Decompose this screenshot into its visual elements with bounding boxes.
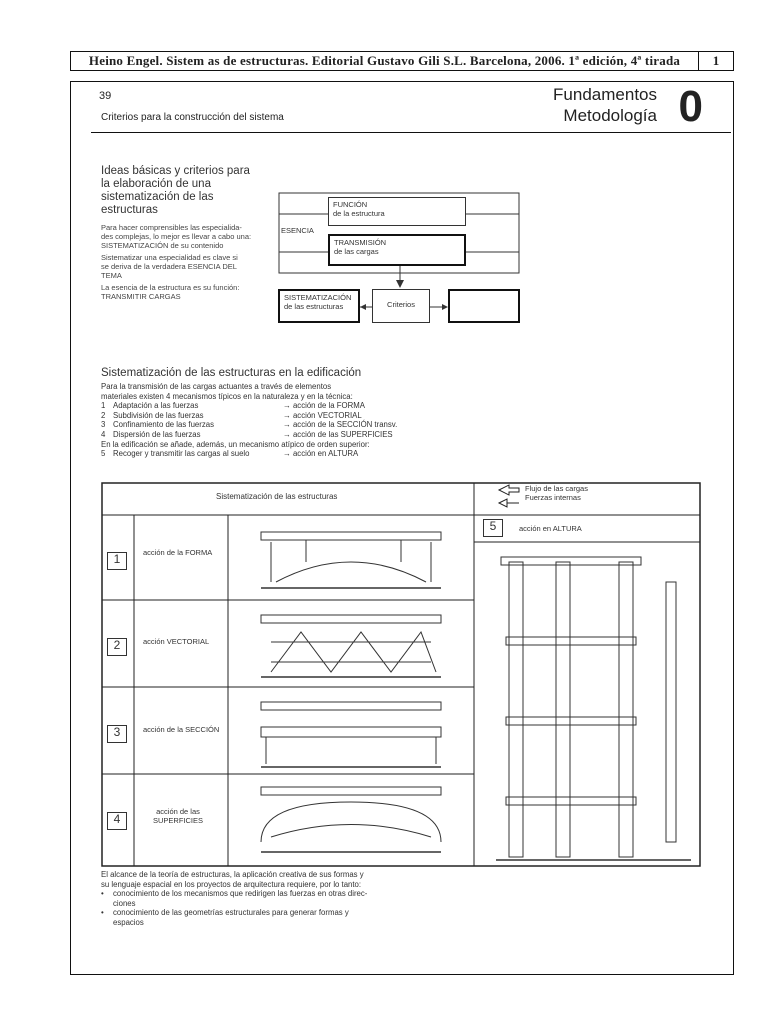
book-page-number: 39 bbox=[99, 90, 112, 102]
title-rule bbox=[91, 132, 731, 133]
book-subtitle: Criterios para la construcción del sistema bbox=[101, 112, 284, 123]
list-item: 1 Adaptación a las fuerzas → acción de la FORMA bbox=[101, 401, 365, 411]
figure-title: Sistematización de las estructuras bbox=[216, 492, 338, 501]
row-label-4: acción de las SUPERFICIES bbox=[153, 807, 204, 825]
book-title-line1: Fundamentos bbox=[553, 85, 657, 104]
list-item: 3 Confinamiento de las fuerzas → acción de la SECCIÓN transv. bbox=[101, 420, 398, 430]
section2-list: Para la transmisión de las cargas actuantes a través de elementos materiales existen 4 mecanismos típicos en la naturaleza y en la técnica: 1 Adaptación a las fuerzas → acción de la FORMA 2 Subdivisión de las fuerzas → acción VECTORIAL 3 Confinamiento de las fuerzas → acción de la SECCIÓN transv. 4 Dispersión de las fuerzas → acción de las SUPERFICIES En la edificación se añade, además, un mecanismo atípico de orden superior: 5 Recoger y transmitir las cargas al suelo → acción en ALTURA bbox=[101, 382, 421, 459]
conclusion: El alcance de la teoría de estructuras, la aplicación creativa de sus formas y su lenguaje espacial en los proyectos de arquitectura requiere, por lo tanto: • conocimiento de los mecanismos que redirigen las fuerzas en otras direc- ciones • conocimiento de las geometrías estructurales para generar formas y espacios bbox=[101, 870, 431, 928]
funcion-box: FUNCIÓN de la estructura bbox=[328, 197, 466, 226]
citation-header bbox=[70, 51, 734, 71]
empty-result-box bbox=[448, 289, 520, 323]
para-2: Sistematizar una especialidad es clave si se deriva de la verdadera ESENCIA DEL TEMA bbox=[101, 253, 238, 280]
seccion-drawing bbox=[261, 702, 441, 767]
bullet-item: • conocimiento de las geometrías estructurales para generar formas y espacios bbox=[101, 908, 349, 927]
citation-text: Heino Engel. Sistem as de estructuras. Editorial Gustavo Gili S.L. Barcelona, 2006. 1ª edición, 4ª tirada bbox=[71, 52, 699, 70]
section1-paragraphs bbox=[101, 223, 271, 301]
figure-legend: Flujo de las cargas Fuerzas internas bbox=[525, 484, 588, 502]
section1-heading: Ideas básicas y criterios para la elaboración de una sistematización de las estructuras bbox=[101, 165, 250, 216]
para-3: La esencia de la estructura es su función: TRANSMITIR CARGAS bbox=[101, 283, 240, 301]
concept-diagram bbox=[276, 192, 522, 327]
altura-drawing bbox=[496, 557, 691, 860]
list-item: 5 Recoger y transmitir las cargas al suelo → acción en ALTURA bbox=[101, 449, 359, 459]
criterios-box: Criterios bbox=[372, 289, 430, 323]
transmision-box: TRANSMISIÓN de las cargas bbox=[328, 234, 466, 266]
section2-heading: Sistematización de las estructuras en la edificación bbox=[101, 367, 362, 379]
row-label-5: acción en ALTURA bbox=[519, 524, 582, 533]
superficies-drawing bbox=[261, 787, 441, 852]
row-number-5: 5 bbox=[483, 519, 503, 537]
row-label-1: acción de la FORMA bbox=[143, 548, 213, 557]
vectorial-drawing bbox=[261, 615, 441, 677]
chapter-number: 0 bbox=[678, 82, 703, 131]
bullet-item: • conocimiento de los mecanismos que redirigen las fuerzas en otras direc- ciones bbox=[101, 889, 368, 908]
list-item: 2 Subdivisión de las fuerzas → acción VECTORIAL bbox=[101, 410, 362, 420]
systems-figure bbox=[101, 482, 701, 867]
sistematizacion-box: SISTEMATIZACIÓN de las estructuras bbox=[278, 289, 360, 323]
row-label-2: acción VECTORIAL bbox=[143, 637, 210, 646]
row-label-3: acción de la SECCIÓN bbox=[143, 725, 220, 734]
page-number: 1 bbox=[712, 53, 720, 68]
row-number-4: 4 bbox=[107, 812, 127, 830]
book-title-line2: Metodología bbox=[563, 106, 657, 125]
para-1: Para hacer comprensibles las especialida- des complejas, lo mejor es llevar a cabo una: SISTEMATIZACIÓN de su contenido bbox=[101, 223, 252, 250]
scanned-page bbox=[70, 81, 734, 975]
list-item: 4 Dispersión de las fuerzas → acción de las SUPERFICIES bbox=[101, 429, 393, 439]
esencia-label: ESENCIA bbox=[281, 226, 314, 235]
row-number-1: 1 bbox=[107, 552, 127, 570]
row-number-2: 2 bbox=[107, 638, 127, 656]
row-number-3: 3 bbox=[107, 725, 127, 743]
forma-drawing bbox=[261, 532, 441, 588]
